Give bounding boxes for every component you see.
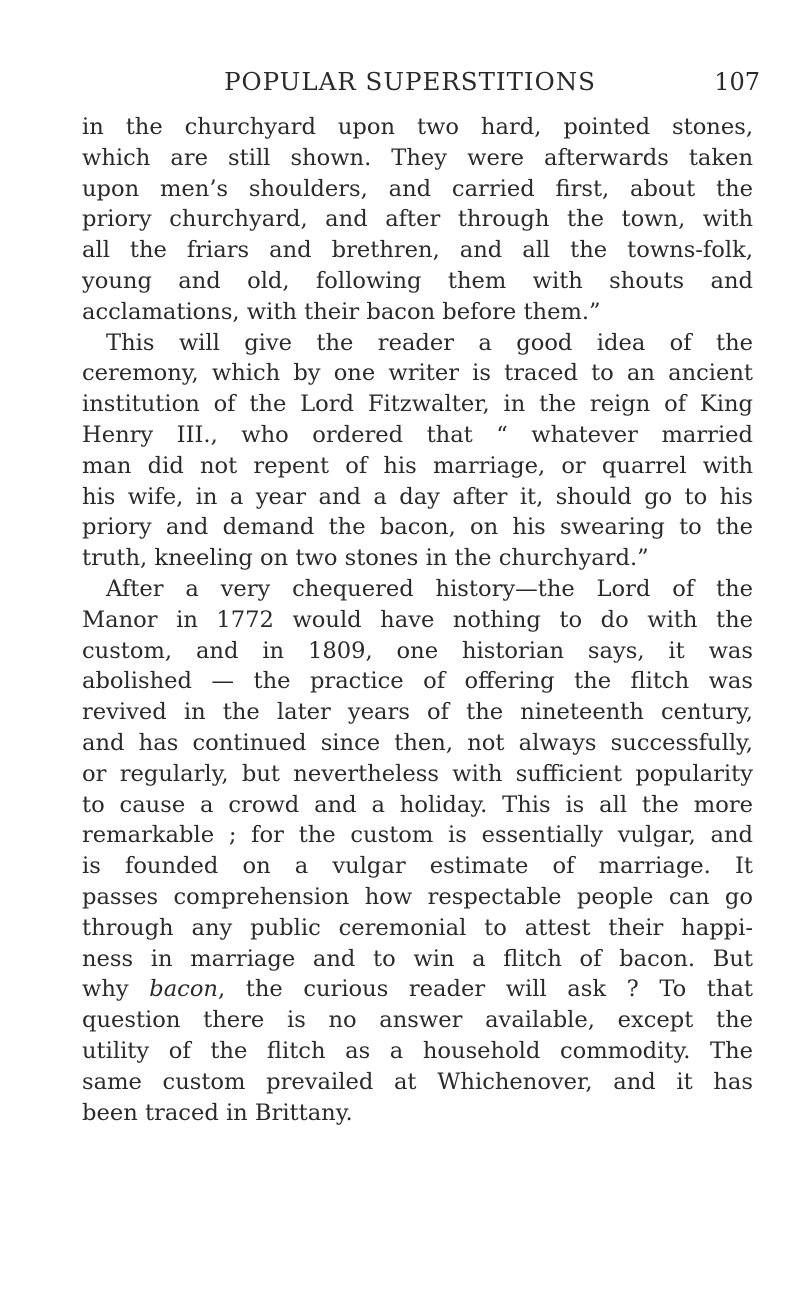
running-title: POPULAR SUPERSTITIONS — [224, 67, 596, 96]
text-line: passes comprehension how respectable people can go — [82, 883, 753, 910]
body-text — [82, 112, 753, 1128]
text-line: custom, and in 1809, one historian says, it was — [82, 637, 753, 664]
text-line: young and old, following them with shouts and — [82, 267, 753, 294]
text-line: to cause a crowd and a holiday. This is all the more — [82, 791, 753, 818]
text-line: is founded on a vulgar estimate of marriage. It — [82, 853, 753, 880]
text-line: Henry III., who ordered that “ whatever married — [82, 421, 753, 448]
text-line: and has continued since then, not always successfully, — [82, 729, 753, 756]
text-segment: , the curious reader will ask ? To that — [217, 976, 753, 1003]
text-line: ceremony, which by one writer is traced to an ancient — [82, 360, 753, 387]
text-line: all the friars and brethren, and all the towns-folk, — [82, 237, 753, 264]
text-line: been traced in Brittany. — [82, 1099, 353, 1126]
text-line: priory and demand the bacon, on his swearing to the — [82, 514, 753, 541]
text-line: This will give the reader a good idea of the — [106, 329, 753, 356]
text-line: or regularly, but nevertheless with sufficient popularity — [82, 760, 753, 787]
text-line: truth, kneeling on two stones in the churchyard.” — [82, 545, 649, 572]
text-line: After a very chequered history—the Lord of the — [106, 575, 753, 602]
text-segment: why — [82, 976, 150, 1003]
text-line: which are still shown. They were afterwards taken — [82, 144, 753, 171]
text-line: through any public ceremonial to attest their happi- — [82, 914, 753, 941]
text-line: acclamations, with their bacon before them.” — [82, 298, 601, 325]
text-line — [82, 974, 753, 1005]
text-line: same custom prevailed at Whichenover, and it has — [82, 1068, 753, 1095]
italic-word: bacon — [149, 976, 218, 1003]
text-line: revived in the later years of the nineteenth century, — [82, 699, 753, 726]
text-line: in the churchyard upon two hard, pointed stones, — [82, 114, 753, 140]
text-line: ness in marriage and to win a flitch of bacon. But — [82, 945, 753, 972]
running-head — [60, 62, 760, 102]
text-line: man did not repent of his marriage, or quarrel with — [82, 452, 753, 479]
text-line: abolished — the practice of offering the flitch was — [82, 668, 753, 695]
text-line: his wife, in a year and a day after it, should go to his — [82, 483, 753, 510]
text-line: upon men’s shoulders, and carried first, about the — [82, 175, 753, 202]
page-number: 107 — [714, 68, 760, 96]
text-line: Manor in 1772 would have nothing to do with the — [82, 606, 753, 633]
text-line: utility of the flitch as a household commodity. The — [82, 1037, 753, 1064]
text-line: institution of the Lord Fitzwalter, in the reign of King — [82, 391, 753, 418]
text-line: remarkable ; for the custom is essentially vulgar, and — [82, 822, 753, 849]
text-line: question there is no answer available, except the — [82, 1007, 753, 1034]
text-line: priory churchyard, and after through the town, with — [82, 206, 753, 233]
